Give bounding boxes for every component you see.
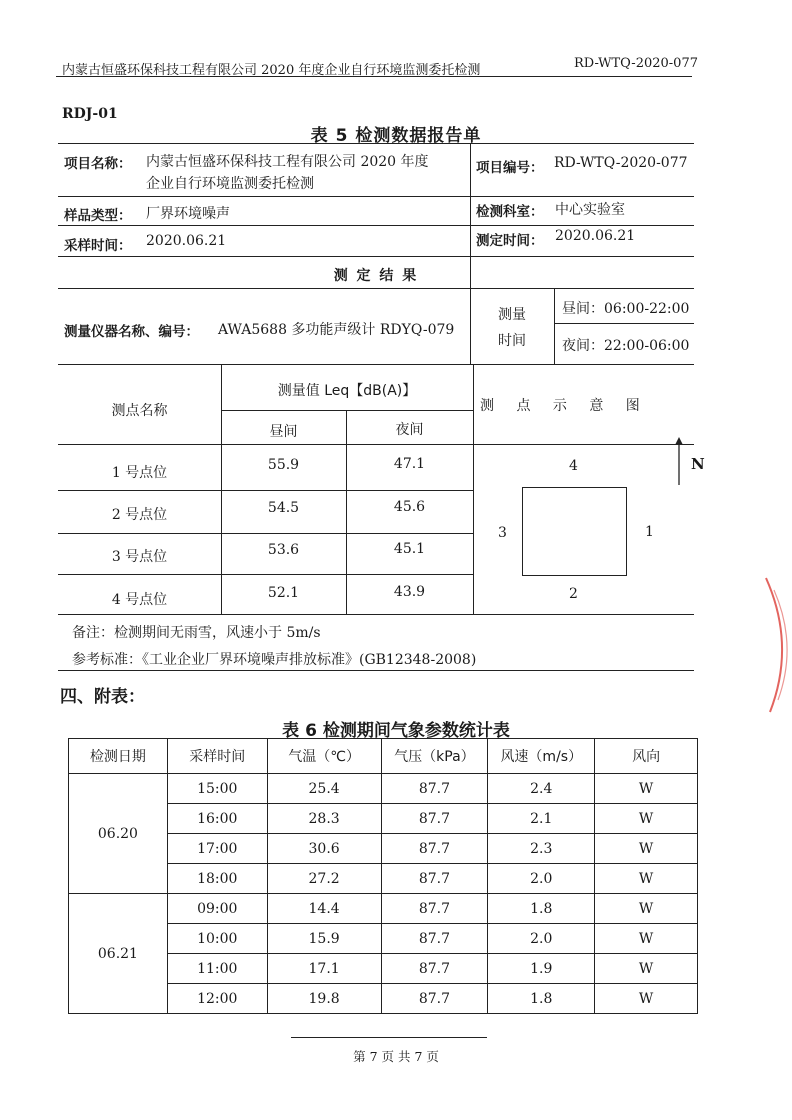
cell: 11:00 — [167, 954, 267, 984]
page-header-code: RD-WTQ-2020-077 — [574, 56, 698, 71]
cell: 87.7 — [381, 804, 488, 834]
col-sample-time: 采样时间 — [167, 739, 267, 774]
t5-line — [473, 364, 474, 614]
t5-line — [58, 288, 694, 289]
t5-line — [58, 364, 694, 365]
t5-line — [58, 490, 473, 491]
cell: 2.1 — [488, 804, 595, 834]
plant-boundary — [522, 487, 627, 576]
cell: W — [595, 834, 698, 864]
cell: W — [595, 804, 698, 834]
cell: 28.3 — [267, 804, 381, 834]
cell: 18:00 — [167, 864, 267, 894]
t5-line — [58, 196, 694, 197]
t5-line — [58, 444, 694, 445]
t5-line — [554, 323, 694, 324]
cell: 87.7 — [381, 984, 488, 1014]
diagram-point-2: 2 — [569, 586, 578, 602]
t5-line — [58, 143, 694, 144]
col-pressure: 气压（kPa） — [381, 739, 488, 774]
lab-label: 检测科室： — [476, 204, 544, 220]
col-day: 昼间 — [269, 424, 298, 440]
instrument-label: 测量仪器名称、编号： — [64, 324, 199, 340]
cell: W — [595, 894, 698, 924]
cell: 1.9 — [488, 954, 595, 984]
cell: 87.7 — [381, 774, 488, 804]
date-cell: 06.20 — [69, 774, 168, 894]
period-label-1: 测量 — [498, 307, 526, 323]
seal-stamp-icon — [752, 570, 792, 720]
cell: 12:00 — [167, 984, 267, 1014]
instrument: AWA5688 多功能声级计 RDYQ-079 — [218, 322, 455, 338]
cell: 09:00 — [167, 894, 267, 924]
table-row — [69, 774, 698, 804]
cell: W — [595, 864, 698, 894]
project-name-line1: 内蒙古恒盛环保科技工程有限公司 2020 年度 — [146, 154, 429, 170]
cell: 15:00 — [167, 774, 267, 804]
t5-line — [58, 533, 473, 534]
t5-line — [58, 256, 694, 257]
reference-standard: 参考标准：《工业企业厂界环境噪声排放标准》(GB12348-2008) — [72, 652, 477, 668]
section-title: 四、附表： — [60, 687, 145, 707]
cell: W — [595, 954, 698, 984]
cell: 87.7 — [381, 894, 488, 924]
cell: 87.7 — [381, 924, 488, 954]
diagram-point-1: 1 — [645, 524, 654, 540]
col-date: 检测日期 — [69, 739, 168, 774]
day-value: 52.1 — [267, 585, 300, 601]
lab: 中心实验室 — [555, 202, 625, 218]
t5-line — [470, 288, 471, 364]
remark: 备注：检测期间无雨雪，风速小于 5m/s — [72, 625, 321, 641]
results-heading: 测 定 结 果 — [333, 268, 419, 284]
cell: 17:00 — [167, 834, 267, 864]
cell: 19.8 — [267, 984, 381, 1014]
day-value: 55.9 — [267, 457, 300, 473]
col-wind-direction: 风向 — [595, 739, 698, 774]
north-arrow-icon — [672, 437, 686, 485]
sample-type: 厂界环境噪声 — [146, 206, 230, 222]
measure-time-label: 测定时间： — [476, 233, 544, 249]
page-header-title: 内蒙古恒盛环保科技工程有限公司 2020 年度企业自行环境监测委托检测 — [62, 63, 481, 78]
cell: 2.0 — [488, 924, 595, 954]
sample-type-label: 样品类型： — [64, 208, 132, 224]
t5-line — [221, 410, 473, 411]
table-header-row — [69, 739, 698, 774]
table6-title: 表 6 检测期间气象参数统计表 — [282, 721, 510, 741]
point-name: 3 号点位 — [111, 549, 168, 565]
night-value: 45.6 — [393, 499, 426, 515]
table-row — [69, 894, 698, 924]
day-value: 53.6 — [267, 542, 300, 558]
cell: 25.4 — [267, 774, 381, 804]
col-night: 夜间 — [395, 422, 424, 438]
sampling-time-label: 采样时间： — [64, 238, 132, 254]
date-cell: 06.21 — [69, 894, 168, 1014]
cell: 10:00 — [167, 924, 267, 954]
cell: 2.3 — [488, 834, 595, 864]
table5-title: 表 5 检测数据报告单 — [310, 126, 482, 146]
t5-line — [554, 288, 555, 364]
cell: 2.4 — [488, 774, 595, 804]
page-number: 第 7 页 共 7 页 — [353, 1049, 439, 1064]
t5-line — [58, 670, 694, 671]
point-name: 1 号点位 — [111, 465, 168, 481]
cell: W — [595, 984, 698, 1014]
t5-line — [221, 364, 222, 614]
col-temperature: 气温（℃） — [267, 739, 381, 774]
diagram-point-4: 4 — [569, 458, 578, 474]
t5-line — [58, 614, 694, 615]
diagram-point-3: 3 — [498, 525, 507, 541]
col-point-name: 测点名称 — [111, 403, 168, 419]
cell: 1.8 — [488, 984, 595, 1014]
cell: 87.7 — [381, 864, 488, 894]
point-name: 2 号点位 — [111, 507, 168, 523]
cell: 16:00 — [167, 804, 267, 834]
night-period: 夜间：22:00-06:00 — [562, 338, 690, 354]
cell: W — [595, 924, 698, 954]
measure-time: 2020.06.21 — [555, 228, 636, 244]
cell: 17.1 — [267, 954, 381, 984]
cell: 87.7 — [381, 954, 488, 984]
cell: 30.6 — [267, 834, 381, 864]
t5-line — [58, 225, 694, 226]
project-name-line2: 企业自行环境监测委托检测 — [146, 176, 314, 192]
project-no: RD-WTQ-2020-077 — [554, 155, 688, 171]
footer-divider — [291, 1037, 487, 1038]
cell: W — [595, 774, 698, 804]
cell: 87.7 — [381, 834, 488, 864]
point-name: 4 号点位 — [111, 592, 168, 608]
cell: 27.2 — [267, 864, 381, 894]
project-no-label: 项目编号： — [476, 160, 544, 176]
col-diagram: 测 点 示 意 图 — [480, 398, 649, 414]
sampling-time: 2020.06.21 — [146, 233, 227, 249]
day-value: 54.5 — [267, 500, 300, 516]
night-value: 43.9 — [393, 584, 426, 600]
table6 — [68, 738, 698, 1014]
cell: 14.4 — [267, 894, 381, 924]
col-wind-speed: 风速（m/s） — [488, 739, 595, 774]
header-divider — [56, 76, 692, 77]
project-name-label: 项目名称： — [64, 156, 132, 172]
cell: 2.0 — [488, 864, 595, 894]
cell: 15.9 — [267, 924, 381, 954]
document-code: RDJ-01 — [62, 106, 118, 122]
t5-line — [58, 574, 473, 575]
night-value: 45.1 — [393, 541, 426, 557]
north-label: N — [691, 455, 705, 473]
cell: 1.8 — [488, 894, 595, 924]
day-period: 昼间：06:00-22:00 — [562, 301, 690, 317]
period-label-2: 时间 — [498, 333, 526, 349]
col-value: 测量值 Leq【dB(A)】 — [277, 383, 417, 399]
night-value: 47.1 — [393, 456, 426, 472]
